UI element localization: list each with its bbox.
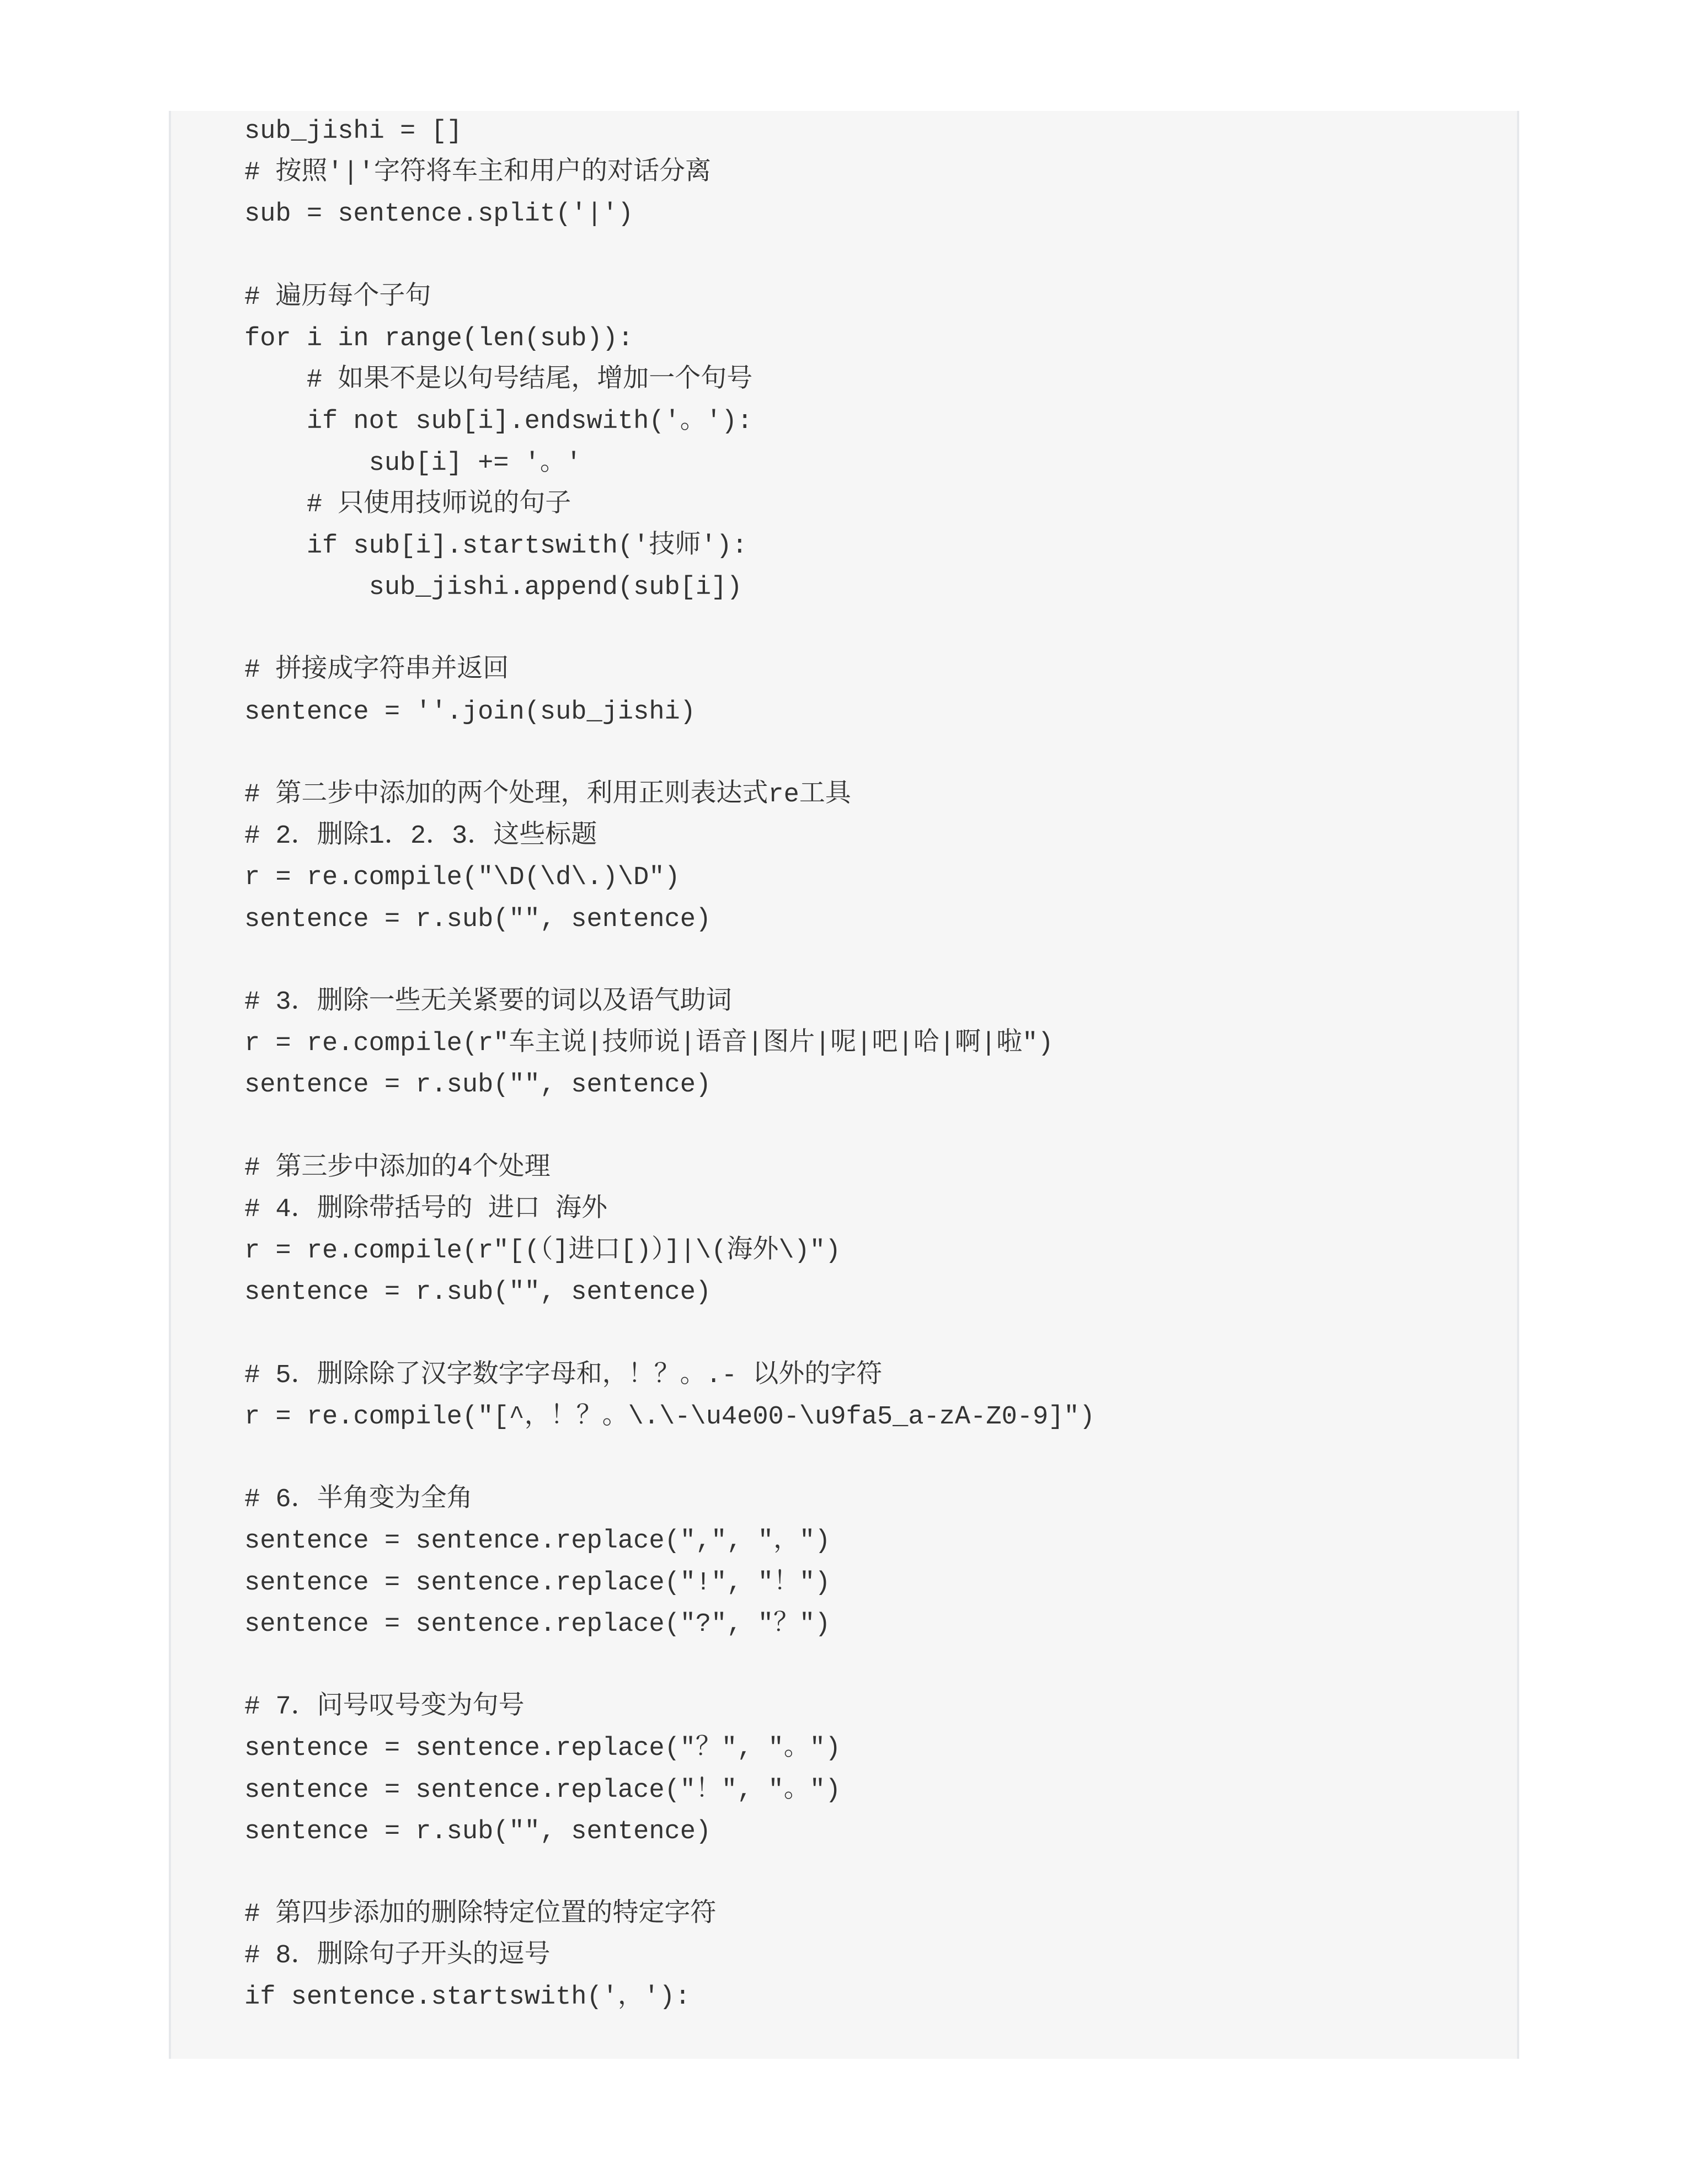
blank-line [244, 1645, 1095, 1687]
blank-line [244, 1438, 1095, 1479]
code-line: if sub[i].startswith('技师'): [244, 531, 747, 561]
code-comment: # 第二步中添加的两个处理，利用正则表达式re工具 [244, 780, 851, 810]
code-comment: # 3．删除一些无关紧要的词以及语气助词 [244, 987, 732, 1017]
code-content [244, 111, 1095, 2019]
code-comment: # 只使用技师说的句子 [244, 490, 571, 520]
blank-line [244, 235, 1095, 277]
code-comment: # 5．删除除了汉字数字字母和，！？。.- 以外的字符 [244, 1361, 883, 1390]
code-line: sentence = sentence.replace("!", "！") [244, 1568, 831, 1598]
code-comment: # 第四步添加的删除特定位置的特定字符 [244, 1900, 717, 1930]
code-comment: # 拼接成字符串并返回 [244, 656, 509, 686]
code-line: sentence = r.sub("", sentence) [244, 904, 712, 934]
code-comment: # 按照'|'字符将车主和用户的对话分离 [244, 158, 712, 188]
code-line: sentence = sentence.replace(",", "，") [244, 1527, 831, 1556]
code-line: r = re.compile("[^，！？。\.\-\u4e00-\u9fa5_a-zA-Z0-9]") [244, 1402, 1095, 1432]
code-line: sentence = r.sub("", sentence) [244, 1070, 712, 1100]
code-block [169, 111, 1519, 2059]
code-line: if not sub[i].endswith('。'): [244, 407, 753, 437]
code-comment: # 6．半角变为全角 [244, 1485, 473, 1515]
blank-line [244, 1106, 1095, 1148]
code-comment: # 4．删除带括号的 进口 海外 [244, 1195, 608, 1224]
code-comment: # 8．删除句子开头的逗号 [244, 1941, 551, 1971]
code-line: r = re.compile("\D(\d\.)\D") [244, 863, 680, 893]
code-line: sentence = sentence.replace("?", "？") [244, 1609, 831, 1639]
code-line: sub[i] += '。' [244, 448, 582, 478]
code-line: sentence = sentence.replace("！", "。") [244, 1775, 841, 1805]
code-line: sentence = sentence.replace("？", "。") [244, 1734, 841, 1764]
code-line: sub_jishi = [] [244, 117, 462, 146]
code-comment: # 遍历每个子句 [244, 282, 431, 312]
code-line: r = re.compile(r"车主说|技师说|语音|图片|呢|吧|哈|啊|啦") [244, 1029, 1054, 1059]
blank-line [244, 1853, 1095, 1894]
blank-line [244, 940, 1095, 982]
blank-line [244, 608, 1095, 650]
code-line: for i in range(len(sub)): [244, 324, 634, 354]
code-line: sub = sentence.split('|') [244, 200, 634, 229]
code-comment: # 如果不是以句号结尾，增加一个句号 [244, 366, 753, 395]
blank-line [244, 1313, 1095, 1355]
code-line: sentence = r.sub("", sentence) [244, 1817, 712, 1846]
code-line: sentence = r.sub("", sentence) [244, 1278, 712, 1308]
blank-line [244, 733, 1095, 774]
code-line: sub_jishi.append(sub[i]) [244, 573, 742, 603]
code-line: r = re.compile(r"[(（]进口[)）]|\(海外\)") [244, 1236, 841, 1266]
code-comment: # 第三步中添加的4个处理 [244, 1153, 551, 1183]
code-line: if sentence.startswith('，'): [244, 1983, 691, 2012]
code-line: sentence = ''.join(sub_jishi) [244, 697, 696, 727]
code-comment: # 2．删除1．2．3．这些标题 [244, 822, 597, 852]
code-comment: # 7．问号叹号变为句号 [244, 1693, 525, 1722]
